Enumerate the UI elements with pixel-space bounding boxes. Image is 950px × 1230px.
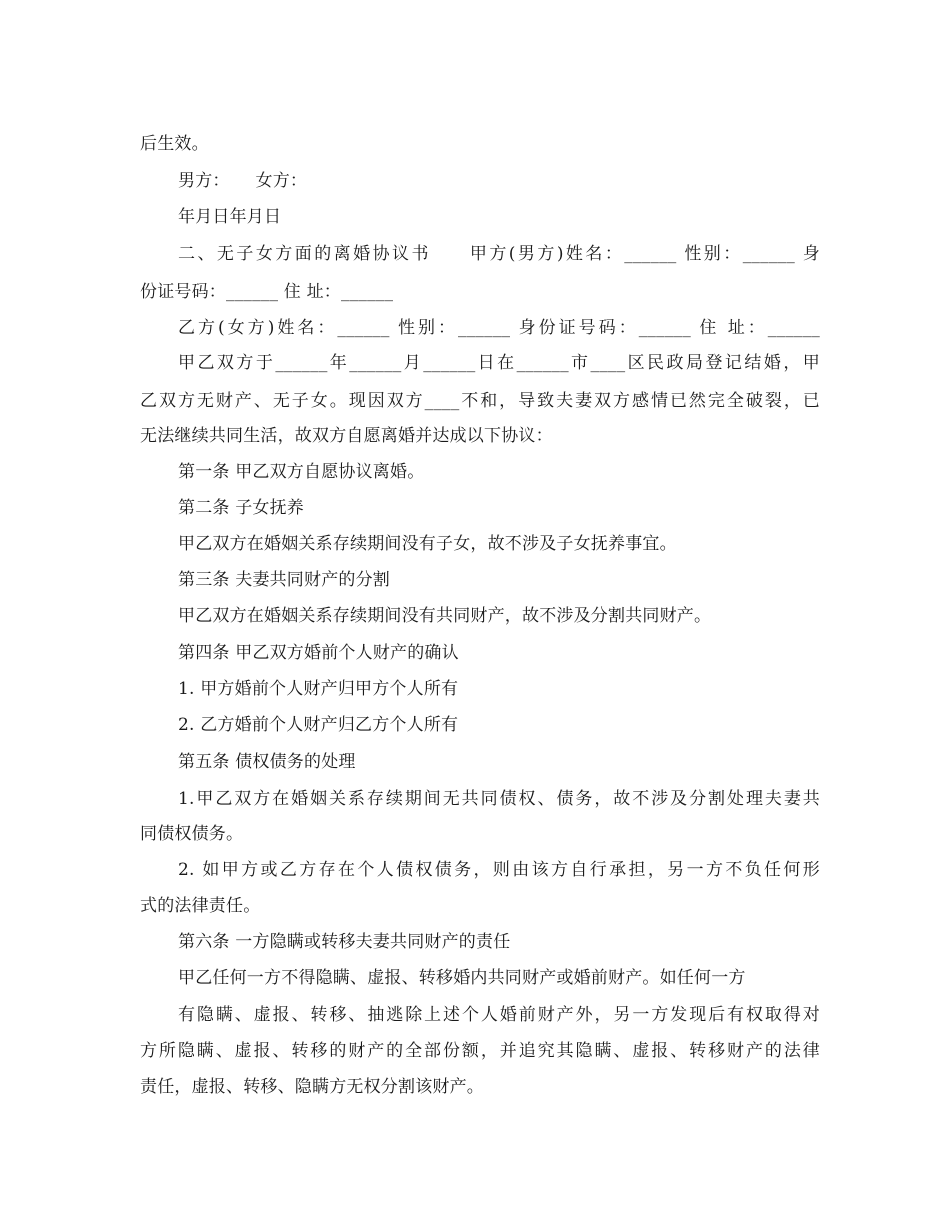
article-heading: 第四条 甲乙双方婚前个人财产的确认 [178, 643, 459, 663]
list-item: 2. 如甲方或乙方存在个人债权债务，则由该方自行承担，另一方不负任何形 [178, 860, 820, 880]
list-item: 2. 乙方婚前个人财产归乙方个人所有 [178, 715, 459, 735]
article-heading: 第二条 子女抚养 [178, 498, 305, 518]
paragraph-line: 后生效。 [140, 134, 209, 154]
paragraph-line: 甲乙双方在婚姻关系存续期间没有子女，故不涉及子女抚养事宜。 [178, 534, 677, 554]
list-item: 1.甲乙双方在婚姻关系存续期间无共同债权、债务，故不涉及分割处理夫妻共 [178, 789, 820, 809]
article-heading: 第六条 一方隐瞒或转移夫妻共同财产的责任 [178, 932, 511, 952]
paragraph-line: 份证号码：______ 住 址：______ [140, 282, 394, 302]
signature-line: 男方： 女方： [178, 171, 308, 191]
paragraph-line: 有隐瞒、虚报、转移、抽逃除上述个人婚前财产外，另一方发现后有权取得对 [178, 1005, 820, 1025]
section-heading-line: 二、无子女方面的离婚协议书 甲方(男方)姓名：______ 性别：______ 身 [178, 244, 820, 264]
date-line: 年月日年月日 [178, 207, 282, 227]
paragraph-line: 乙双方无财产、无子女。现因双方____不和，导致夫妻双方感情已然完全破裂，已 [140, 391, 820, 411]
article-heading: 第三条 夫妻共同财产的分割 [178, 570, 391, 590]
paragraph-line: 无法继续共同生活，故双方自愿离婚并达成以下协议： [140, 426, 553, 446]
article-heading: 第一条 甲乙双方自愿协议离婚。 [178, 462, 425, 482]
paragraph-line: 式的法律责任。 [140, 896, 261, 916]
list-item: 1. 甲方婚前个人财产归甲方个人所有 [178, 679, 459, 699]
paragraph-line: 方所隐瞒、虚报、转移的财产的全部份额，并追究其隐瞒、虚报、转移财产的法律 [140, 1041, 820, 1061]
paragraph-line: 乙方(女方)姓名：______ 性别：______ 身份证号码：______ 住 址：______ [178, 318, 820, 338]
article-heading: 第五条 债权债务的处理 [178, 752, 356, 772]
paragraph-line: 责任，虚报、转移、隐瞒方无权分割该财产。 [140, 1077, 484, 1097]
paragraph-line: 甲乙双方于______年______月______日在______市____区民政局登记结婚，甲 [178, 353, 820, 373]
paragraph-line: 同债权债务。 [140, 824, 244, 844]
paragraph-line: 甲乙双方在婚姻关系存续期间没有共同财产，故不涉及分割共同财产。 [178, 606, 712, 626]
paragraph-line: 甲乙任何一方不得隐瞒、虚报、转移婚内共同财产或婚前财产。如任何一方 [178, 968, 746, 988]
